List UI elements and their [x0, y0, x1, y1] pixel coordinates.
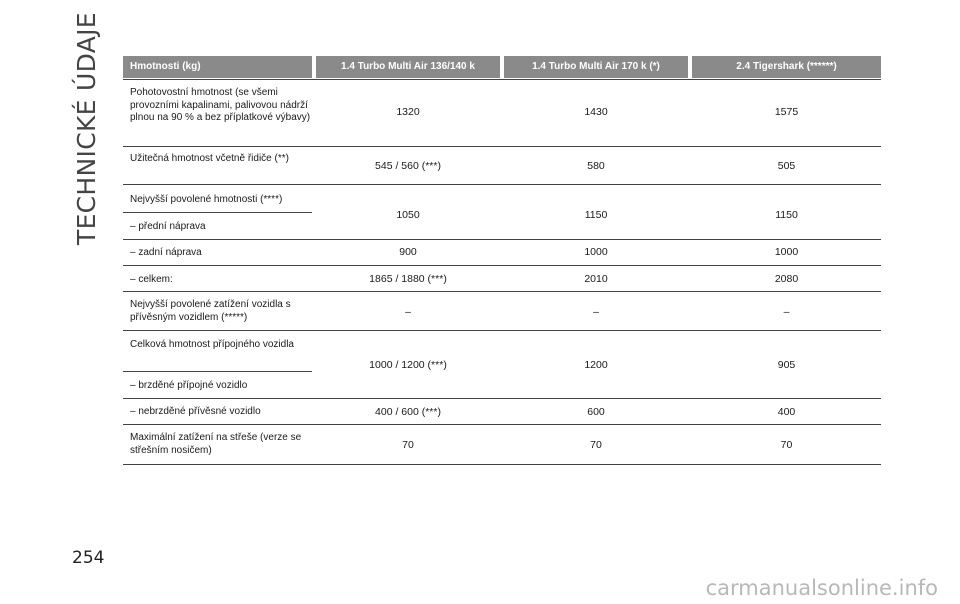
table-cell: 1575	[774, 106, 799, 118]
divider	[123, 212, 312, 213]
header-cell-engine-1: 1.4 Turbo Multi Air 136/140 k	[316, 56, 500, 78]
divider	[123, 239, 881, 240]
table-cell: 2080	[774, 273, 799, 285]
row-label-trailer-weight: Celková hmotnost přípojného vozidla	[130, 339, 294, 350]
table-cell: 70	[590, 439, 602, 451]
page-number: 254	[72, 548, 105, 568]
row-label-roof-load: Maximální zatížení na střeše (verze se střešním nosičem)	[130, 432, 302, 456]
row-label-max-load-with-trailer: Nejvyšší povolené zatížení vozidla s přívěsným vozidlem (*****)	[130, 299, 291, 323]
divider	[123, 184, 881, 185]
table-cell: 545 / 560 (***)	[375, 160, 441, 172]
table-cell: 1050	[396, 209, 420, 221]
row-label-payload: Užitečná hmotnost včetně řidiče (**)	[130, 153, 289, 164]
row-label-total: – celkem:	[130, 274, 173, 285]
row-label-max-weights: Nejvyšší povolené hmotnosti (****)	[130, 194, 283, 205]
table-cell: 505	[777, 160, 796, 172]
divider	[123, 265, 881, 266]
section-title: TECHNICKÉ ÚDAJE	[72, 12, 101, 245]
row-label-unbraked-trailer: – nebrzděné přívěsné vozidlo	[130, 406, 261, 417]
table-cell: 1150	[584, 209, 608, 221]
table-cell: –	[783, 306, 790, 318]
header-cell-engine-2: 1.4 Turbo Multi Air 170 k (*)	[504, 56, 688, 78]
header-cell-engine-3: 2.4 Tigershark (******)	[692, 56, 881, 78]
table-cell: 400 / 600 (***)	[375, 406, 441, 418]
header-cell-weights: Hmotnosti (kg)	[123, 56, 312, 78]
table-cell: 900	[399, 246, 417, 258]
divider	[123, 146, 881, 147]
divider	[123, 291, 881, 292]
divider	[123, 398, 881, 399]
table-cell: 1200	[584, 359, 608, 371]
divider	[123, 79, 881, 80]
table-cell: 1150	[775, 209, 798, 221]
table-cell: 1000	[774, 246, 799, 258]
table-cell: –	[593, 306, 599, 318]
table-cell: 1000	[584, 246, 608, 258]
table-cell: 1000 / 1200 (***)	[369, 359, 447, 371]
divider	[123, 424, 881, 425]
row-label-rear-axle: – zadní náprava	[130, 247, 202, 258]
row-label-curb-weight: Pohotovostní hmotnost (se všemi provozními kapalinami, palivovou nádrží plnou na 90 % a bez příplatkové výbavy)	[130, 87, 311, 123]
watermark: carmanualsonline.info	[705, 576, 938, 600]
table-cell: 400	[777, 406, 796, 418]
table-cell: 70	[402, 439, 414, 451]
divider	[123, 371, 312, 372]
table-cell: 1865 / 1880 (***)	[369, 273, 447, 285]
table-cell: 600	[587, 406, 605, 418]
table-cell: 1320	[396, 106, 420, 118]
row-sublabel-front-axle: – přední náprava	[130, 221, 206, 232]
divider	[123, 464, 881, 465]
table-cell: 580	[587, 160, 605, 172]
table-cell: –	[405, 306, 411, 318]
table-cell: 2010	[584, 273, 608, 285]
table-cell: 905	[777, 359, 796, 371]
table-cell: 70	[780, 439, 793, 451]
row-sublabel-braked-trailer: – brzděné přípojné vozidlo	[130, 380, 248, 391]
divider	[123, 330, 881, 331]
table-cell: 1430	[584, 106, 608, 118]
